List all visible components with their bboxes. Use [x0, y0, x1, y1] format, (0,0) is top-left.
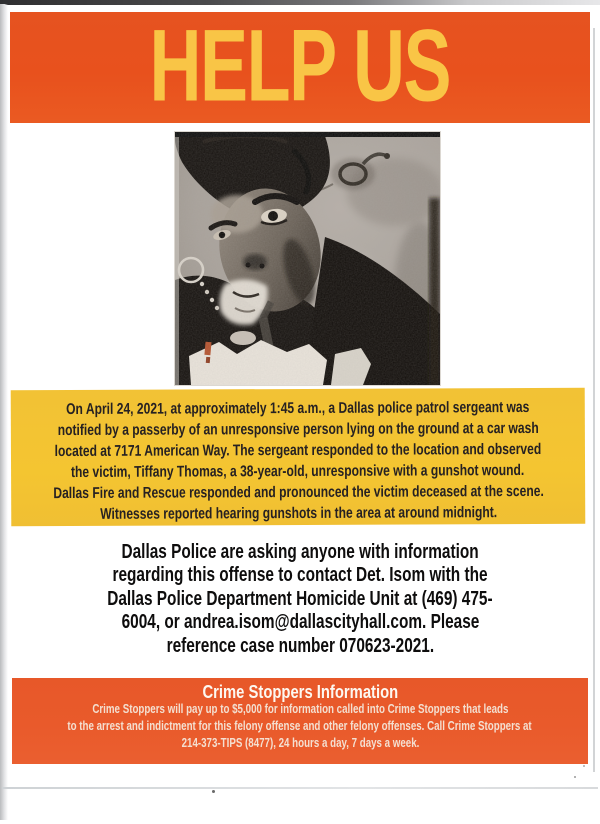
incident-line: On April 24, 2021, at approximately 1:45 a.m., a Dallas police patrol sergeant was: [66, 398, 530, 418]
scan-speck: [212, 790, 215, 793]
incident-line: notified by a passerby of an unresponsive person lying on the ground at a car wash: [57, 419, 539, 439]
victim-photo: [175, 132, 440, 385]
scan-edge-right: [593, 28, 595, 772]
scan-edge-bottom: [2, 787, 598, 789]
crime-stoppers-line: Crime Stoppers will pay up to $5,000 for information called into Crime Stoppers that leads: [91, 701, 509, 716]
crime-stoppers-line: to the arrest and indictment for this felony offense and other felony offenses. Call Crime Stoppers at: [67, 718, 533, 733]
incident-line: located at 7171 American Way. The sergeant responded to the location and observed: [54, 440, 542, 460]
crime-stoppers-box: [12, 678, 588, 764]
scan-edge-top: [0, 0, 600, 5]
contact-line: regarding this offense to contact Det. Isom with the: [112, 563, 488, 587]
incident-line: the victim, Tiffany Thomas, a 38-year-old, unresponsive with a gunshot wound.: [71, 461, 525, 481]
contact-instructions: [0, 540, 600, 658]
incident-line: Witnesses reported hearing gunshots in the area at around midnight.: [99, 503, 497, 523]
incident-line: Dallas Fire and Rescue responded and pronounced the victim deceased at the scene.: [52, 482, 544, 502]
crime-stoppers-line: 214-373-TIPS (8477), 24 hours a day, 7 days a week.: [181, 735, 419, 750]
header-banner: [10, 8, 590, 123]
scan-speck: [574, 776, 576, 778]
page-title: HELP US: [149, 8, 451, 123]
scan-edge-left: [0, 4, 8, 820]
contact-line: reference case number 070623-2021.: [166, 633, 434, 657]
contact-line: 6004, or andrea.isom@dallascityhall.com. Please: [121, 610, 479, 634]
crime-stoppers-title: Crime Stoppers Information: [202, 680, 398, 702]
contact-line: Dallas Police Department Homicide Unit at (469) 475-: [107, 586, 493, 610]
contact-line: Dallas Police are asking anyone with information: [121, 539, 479, 563]
scan-speck: [583, 765, 585, 767]
incident-summary-box: [11, 388, 586, 527]
